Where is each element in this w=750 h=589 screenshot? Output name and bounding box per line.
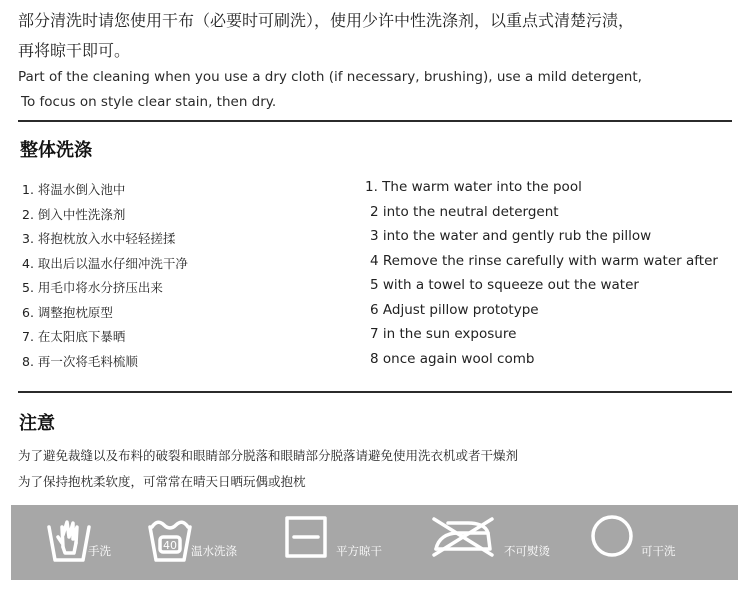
wash-step-cn: 7. 在太阳底下暴晒 (22, 329, 126, 344)
care-symbols-band (11, 505, 738, 580)
wash-step-cn: 6. 调整抱枕原型 (22, 305, 113, 320)
wash-step-en: 3 into the water and gently rub the pillow (370, 228, 652, 244)
wash-step-en: 6 Adjust pillow prototype (370, 302, 539, 318)
wash-step-cn: 8. 再一次将毛料梳顺 (22, 354, 138, 369)
wash-step-en: 7 in the sun exposure (370, 326, 517, 342)
wash-step-en: 5 with a towel to squeeze out the water (370, 277, 639, 293)
wash-step-cn: 2. 倒入中性洗涤剂 (22, 207, 126, 222)
note-line-1: 为了避免裁缝以及布料的破裂和眼睛部分脱落和眼睛部分脱落请避免使用洗衣机或者干燥剂 (18, 448, 519, 463)
section-divider-top (18, 120, 732, 122)
no-iron-icon (430, 515, 496, 559)
hand-wash-icon (45, 513, 93, 565)
intro-en-line-2: To focus on style clear stain, then dry. (21, 94, 277, 110)
intro-en-line-1: Part of the cleaning when you use a dry cloth (if necessary, brushing), use a mild detergent, (18, 69, 642, 85)
wash-step-en: 4 Remove the rinse carefully with warm water after (370, 253, 718, 269)
care-label-hand-wash: 手洗 (88, 544, 111, 558)
wash-step-cn: 1. 将温水倒入池中 (22, 182, 126, 197)
wash-step-cn: 3. 将抱枕放入水中轻轻搓揉 (22, 231, 176, 246)
wash-section-heading: 整体洗涤 (20, 140, 92, 161)
dry-clean-icon (590, 514, 634, 558)
wash-step-en: 2 into the neutral detergent (370, 204, 559, 220)
care-label-no-iron: 不可熨烫 (504, 544, 550, 558)
wash-temperature-value: 40 (163, 539, 177, 552)
wash-step-cn: 4. 取出后以温水仔细冲洗干净 (22, 256, 188, 271)
care-label-flat-dry: 平方晾干 (336, 544, 382, 558)
flat-dry-icon (284, 515, 328, 559)
note-line-2: 为了保持抱枕柔软度，可常常在晴天日晒玩偶或抱枕 (18, 474, 306, 489)
intro-cn-line-1: 部分清洗时请您使用干布（必要时可刷洗），使用少许中性洗涤剂，以重点式清楚污渍， (18, 11, 635, 30)
intro-cn-line-2: 再将晾干即可。 (18, 41, 131, 60)
care-label-dry-clean: 可干洗 (641, 544, 676, 558)
wash-step-en: 8 once again wool comb (370, 351, 535, 367)
section-divider-bottom (18, 391, 732, 393)
care-label-warm-wash: 温水洗涤 (191, 544, 237, 558)
warm-wash-40-icon (146, 513, 194, 565)
wash-step-cn: 5. 用毛巾将水分挤压出来 (22, 280, 163, 295)
notes-section-heading: 注意 (19, 413, 55, 434)
wash-step-en: 1. The warm water into the pool (365, 179, 582, 195)
